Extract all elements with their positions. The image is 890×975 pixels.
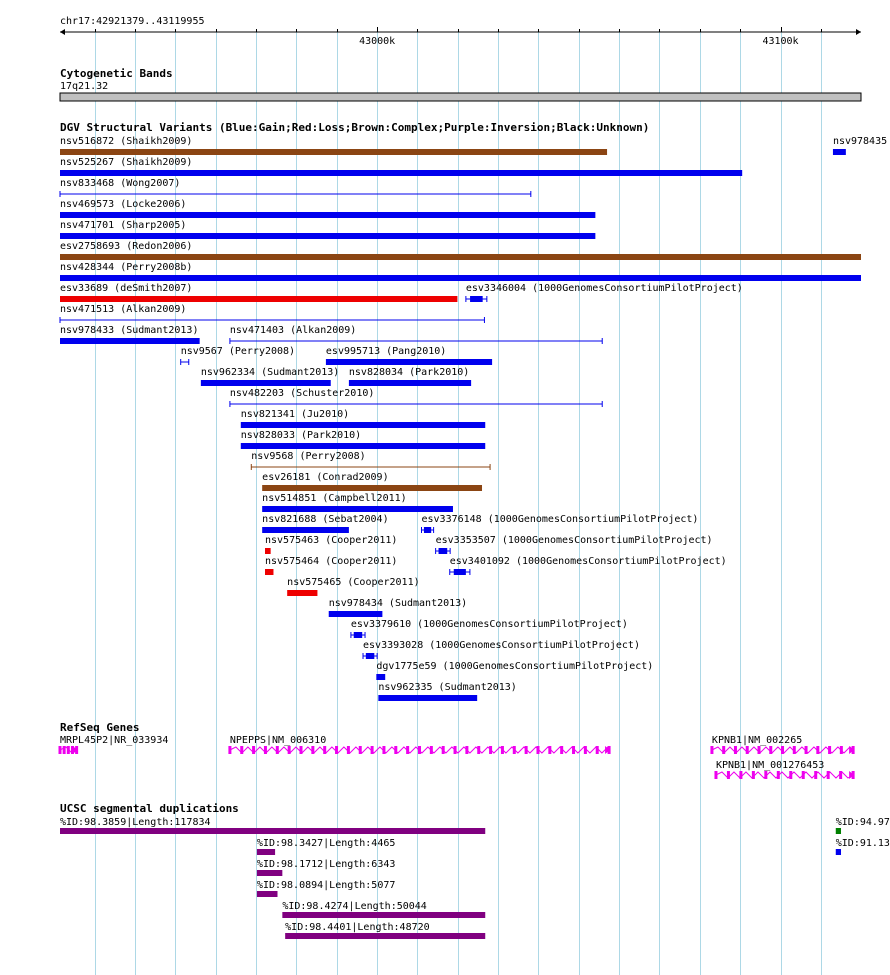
- dgv-feature-label: nsv828034 (Park2010): [348, 367, 470, 378]
- dgv-feature-label: esv2758693 (Redon2006): [60, 241, 193, 252]
- dgv-feature-label: dgv1775e59 (1000GenomesConsortiumPilotProject): [376, 661, 654, 672]
- dgv-feature-bar[interactable]: [424, 527, 431, 533]
- dgv-feature-label: nsv828033 (Park2010): [240, 430, 362, 441]
- ruler-tick-label: 43100k: [762, 36, 799, 47]
- gene-exon: [418, 746, 421, 754]
- dgv-feature-label: nsv482203 (Schuster2010): [229, 388, 375, 399]
- dgv-feature-nsv9568[interactable]: [251, 451, 490, 470]
- dgv-feature-esv3401092[interactable]: [450, 556, 727, 575]
- dgv-feature-bar[interactable]: [366, 653, 374, 659]
- gene-exon: [769, 746, 772, 754]
- gene-exon: [347, 746, 350, 754]
- gene-exon: [572, 746, 575, 754]
- segdup-feature[interactable]: [257, 880, 395, 897]
- dgv-feature-label: nsv9568 (Perry2008): [251, 451, 366, 462]
- dgv-feature-bar[interactable]: [60, 254, 861, 260]
- gene-exon: [228, 746, 231, 754]
- gene-exon: [710, 746, 713, 754]
- segdup-label: %ID:94.97: [835, 817, 890, 828]
- dgv-feature-nsv978435[interactable]: [833, 136, 887, 155]
- gene-exon: [827, 771, 830, 779]
- dgv-track-title: DGV Structural Variants (Blue:Gain;Red:Loss;Brown:Complex;Purple:Inversion;Black:Unknown): [60, 121, 650, 134]
- dgv-feature-label: esv3376148 (1000GenomesConsortiumPilotProject): [421, 514, 699, 525]
- dgv-feature-label: nsv575463 (Cooper2011): [264, 535, 398, 546]
- gene-exon: [406, 746, 409, 754]
- dgv-feature-bar[interactable]: [354, 632, 362, 638]
- dgv-feature-bar[interactable]: [378, 695, 477, 701]
- gene-exon: [757, 746, 760, 754]
- gene-exon: [371, 746, 374, 754]
- segdup-label: %ID:91.13: [835, 838, 890, 849]
- dgv-feature-bar[interactable]: [439, 548, 448, 554]
- gene-kpnb1-nm-002265[interactable]: [710, 735, 854, 754]
- dgv-feature-esv26181[interactable]: [262, 472, 482, 491]
- segdup-feature[interactable]: [836, 838, 890, 855]
- dgv-feature-bar[interactable]: [241, 443, 485, 449]
- dgv-feature-bar[interactable]: [470, 296, 483, 302]
- gene-exon: [59, 746, 62, 754]
- dgv-feature-label: nsv978435: [832, 136, 888, 147]
- gene-exon: [288, 746, 291, 754]
- dgv-feature-bar[interactable]: [376, 674, 385, 680]
- dgv-feature-bar[interactable]: [262, 527, 349, 533]
- dgv-feature-label: nsv821341 (Ju2010): [240, 409, 350, 420]
- gene-exon: [240, 746, 243, 754]
- segdup-bar[interactable]: [836, 849, 841, 855]
- gene-mrpl45p2-nr-033934[interactable]: [59, 735, 169, 754]
- dgv-feature-label: nsv821688 (Sebat2004): [262, 514, 389, 525]
- gene-exon: [840, 746, 843, 754]
- dgv-feature-bar[interactable]: [60, 212, 595, 218]
- gene-exon: [335, 746, 338, 754]
- dgv-feature-nsv828033[interactable]: [241, 430, 485, 449]
- dgv-feature-bar[interactable]: [201, 380, 331, 386]
- dgv-feature-nsv821341[interactable]: [241, 409, 485, 428]
- segdup-feature[interactable]: [285, 922, 485, 939]
- gene-exon: [394, 746, 397, 754]
- dgv-feature-label: esv3346004 (1000GenomesConsortiumPilotProject): [465, 283, 743, 294]
- dgv-feature-label: nsv575465 (Cooper2011): [287, 577, 420, 588]
- dgv-feature-bar[interactable]: [60, 296, 457, 302]
- dgv-feature-label: esv33689 (deSmith2007): [60, 283, 193, 294]
- gene-exon: [536, 746, 539, 754]
- segdup-bar[interactable]: [282, 912, 485, 918]
- dgv-feature-label: nsv9567 (Perry2008): [180, 346, 296, 357]
- dgv-feature-bar[interactable]: [241, 422, 485, 428]
- dgv-feature-nsv471513[interactable]: [60, 304, 484, 323]
- dgv-feature-esv3379610[interactable]: [351, 619, 628, 638]
- segdup-bar[interactable]: [257, 870, 282, 876]
- segdup-bar[interactable]: [60, 828, 485, 834]
- gene-exon: [734, 746, 737, 754]
- gene-exon: [501, 746, 504, 754]
- dgv-feature-label: nsv471513 (Alkan2009): [60, 304, 187, 315]
- gene-exon: [560, 746, 563, 754]
- gene-exon: [739, 771, 742, 779]
- dgv-feature-bar[interactable]: [265, 548, 271, 554]
- dgv-feature-nsv962334[interactable]: [201, 367, 339, 386]
- gene-exon: [252, 746, 255, 754]
- segdup-feature[interactable]: [282, 901, 485, 918]
- dgv-feature-label: nsv471403 (Alkan2009): [229, 325, 357, 336]
- dgv-feature-nsv514851[interactable]: [262, 493, 453, 512]
- segdup-bar[interactable]: [257, 849, 275, 855]
- gene-exon: [359, 746, 362, 754]
- dgv-feature-bar[interactable]: [454, 569, 466, 575]
- dgv-track: [60, 121, 887, 701]
- gene-intron-line: [716, 772, 853, 778]
- dgv-feature-bar[interactable]: [287, 590, 317, 596]
- segdup-feature[interactable]: [257, 859, 395, 876]
- dgv-feature-esv3346004[interactable]: [466, 283, 743, 302]
- gene-exon: [727, 771, 730, 779]
- dgv-feature-bar[interactable]: [60, 170, 742, 176]
- gene-exon: [714, 771, 717, 779]
- gene-exon: [299, 746, 302, 754]
- dgv-feature-label: nsv978434 (Sudmant2013): [328, 598, 468, 609]
- gene-exon: [764, 771, 767, 779]
- gene-exon: [584, 746, 587, 754]
- gene-label: KPNB1|NM_002265: [711, 735, 803, 746]
- dgv-feature-nsv978434[interactable]: [329, 598, 467, 617]
- dgv-feature-label: nsv575464 (Cooper2011): [264, 556, 398, 567]
- gene-exon: [382, 746, 385, 754]
- dgv-feature-esv3353507[interactable]: [436, 535, 713, 554]
- dgv-feature-nsv978433[interactable]: [60, 325, 200, 344]
- ruler-tick-label: 43000k: [359, 36, 396, 47]
- dgv-feature-bar[interactable]: [262, 506, 453, 512]
- dgv-feature-label: nsv514851 (Campbell2011): [262, 493, 407, 504]
- gene-exon: [805, 746, 808, 754]
- gene-exon: [525, 746, 528, 754]
- dgv-feature-label: nsv833468 (Wong2007): [60, 178, 181, 189]
- gene-exon: [323, 746, 326, 754]
- dgv-feature-bar[interactable]: [265, 569, 273, 575]
- gene-exon: [63, 746, 66, 754]
- dgv-feature-esv3376148[interactable]: [422, 514, 699, 533]
- dgv-feature-label: esv26181 (Conrad2009): [262, 472, 389, 483]
- segdup-track-title: UCSC segmental duplications: [60, 802, 239, 815]
- gene-exon: [311, 746, 314, 754]
- segdup-bar[interactable]: [285, 933, 485, 939]
- dgv-feature-nsv525267[interactable]: [60, 157, 742, 176]
- dgv-feature-esv3393028[interactable]: [363, 640, 640, 659]
- gene-exon: [793, 746, 796, 754]
- dgv-feature-bar[interactable]: [262, 485, 482, 491]
- dgv-feature-label: nsv469573 (Locke2006): [60, 199, 187, 210]
- gene-kpnb1-nm-001276453[interactable]: [714, 760, 854, 779]
- gene-exon: [746, 746, 749, 754]
- segdup-label: %ID:98.3859|Length:117834: [60, 817, 211, 828]
- gene-exon: [513, 746, 516, 754]
- gene-label: MRPL45P2|NR_033934: [60, 735, 169, 746]
- dgv-feature-bar[interactable]: [60, 338, 200, 344]
- dgv-feature-nsv575465[interactable]: [287, 577, 419, 596]
- dgv-feature-label: nsv428344 (Perry2008b): [60, 262, 193, 273]
- gene-exon: [264, 746, 267, 754]
- gene-exon: [442, 746, 445, 754]
- dgv-feature-label: esv3353507 (1000GenomesConsortiumPilotProject): [435, 535, 713, 546]
- segdup-label: %ID:98.3427|Length:4465: [256, 838, 396, 849]
- gene-exon: [477, 746, 480, 754]
- segdup-feature[interactable]: [257, 838, 395, 855]
- gene-exon: [828, 746, 831, 754]
- dgv-feature-nsv471403[interactable]: [230, 325, 602, 344]
- gene-exon: [839, 771, 842, 779]
- dgv-feature-label: esv3393028 (1000GenomesConsortiumPilotProject): [363, 640, 640, 651]
- segdup-label: %ID:98.1712|Length:6343: [256, 859, 396, 870]
- cytoband-bar[interactable]: [60, 93, 861, 101]
- gene-exon: [465, 746, 468, 754]
- dgv-feature-nsv516872[interactable]: [60, 136, 607, 155]
- gene-exon: [781, 746, 784, 754]
- dgv-feature-label: nsv516872 (Shaikh2009): [60, 136, 193, 147]
- gene-exon: [722, 746, 725, 754]
- dgv-feature-label: nsv962335 (Sudmant2013): [378, 682, 517, 693]
- refseq-track: [59, 721, 855, 779]
- refseq-track-title: RefSeq Genes: [60, 721, 140, 734]
- dgv-feature-label: nsv525267 (Shaikh2009): [60, 157, 193, 168]
- gene-npepps-nm-006310[interactable]: [228, 735, 610, 754]
- dgv-feature-nsv482203[interactable]: [230, 388, 602, 407]
- gene-exon: [789, 771, 792, 779]
- gene-exon: [276, 746, 279, 754]
- dgv-feature-bar[interactable]: [60, 233, 595, 239]
- gene-exon: [430, 746, 433, 754]
- segdup-label: %ID:98.0894|Length:5077: [256, 880, 396, 891]
- dgv-feature-nsv471701[interactable]: [60, 220, 595, 239]
- dgv-feature-nsv962335[interactable]: [378, 682, 516, 701]
- cytoband-label: 17q21.32: [60, 81, 109, 92]
- segdup-feature[interactable]: [836, 817, 890, 834]
- gene-label: KPNB1|NM_001276453: [715, 760, 825, 771]
- dgv-feature-esv995713[interactable]: [326, 346, 492, 365]
- dgv-feature-bar[interactable]: [833, 149, 846, 155]
- gene-exon: [548, 746, 551, 754]
- dgv-feature-label: esv995713 (Pang2010): [325, 346, 447, 357]
- segdup-bar[interactable]: [257, 891, 278, 897]
- dgv-feature-nsv828034[interactable]: [349, 367, 471, 386]
- dgv-feature-bar[interactable]: [326, 359, 492, 365]
- gene-label: NPEPPS|NM_006310: [229, 735, 327, 746]
- segdup-bar[interactable]: [836, 828, 841, 834]
- dgv-feature-label: esv3379610 (1000GenomesConsortiumPilotProject): [350, 619, 628, 630]
- dgv-feature-esv33689[interactable]: [60, 283, 457, 302]
- dgv-feature-nsv9567[interactable]: [181, 346, 295, 365]
- segdup-label: %ID:98.4274|Length:50044: [282, 901, 427, 912]
- dgv-feature-bar[interactable]: [329, 611, 383, 617]
- gene-exon: [67, 746, 70, 754]
- dgv-feature-label: nsv978433 (Sudmant2013): [60, 325, 199, 336]
- segdup-label: %ID:98.4401|Length:48720: [285, 922, 430, 933]
- dgv-feature-bar[interactable]: [60, 275, 861, 281]
- dgv-feature-nsv821688[interactable]: [262, 514, 388, 533]
- gene-exon: [752, 771, 755, 779]
- segdup-feature[interactable]: [60, 817, 485, 834]
- gene-exon: [816, 746, 819, 754]
- dgv-feature-bar[interactable]: [60, 149, 607, 155]
- location-label: chr17:42921379..43119955: [60, 16, 205, 27]
- gene-exon: [596, 746, 599, 754]
- gene-exon: [814, 771, 817, 779]
- gene-exon: [454, 746, 457, 754]
- cytoband-track-title: Cytogenetic Bands: [60, 67, 173, 80]
- dgv-feature-label: nsv962334 (Sudmant2013): [200, 367, 340, 378]
- gene-exon: [777, 771, 780, 779]
- dgv-feature-nsv833468[interactable]: [60, 178, 531, 197]
- gene-exon: [802, 771, 805, 779]
- dgv-feature-nsv469573[interactable]: [60, 199, 595, 218]
- dgv-feature-label: esv3401092 (1000GenomesConsortiumPilotProject): [449, 556, 727, 567]
- dgv-feature-bar[interactable]: [349, 380, 471, 386]
- dgv-feature-label: nsv471701 (Sharp2005): [60, 220, 187, 231]
- gene-exon: [489, 746, 492, 754]
- segdup-track: [60, 802, 890, 939]
